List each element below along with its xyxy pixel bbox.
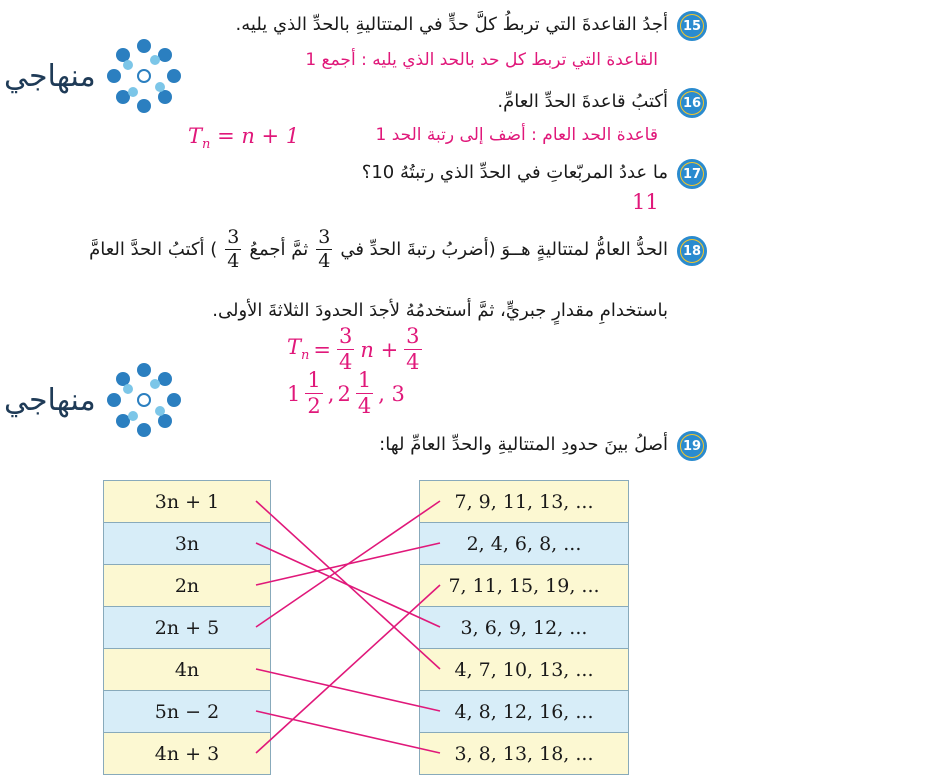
question-number: 16 — [681, 92, 703, 114]
fraction-numerator: 3 — [227, 226, 240, 248]
sequence-cell[interactable]: 4, 7, 10, 13, ... — [419, 648, 629, 691]
fraction-numerator: 1 — [307, 368, 321, 392]
fraction-denominator: 4 — [406, 350, 420, 374]
question-number: 17 — [681, 163, 703, 185]
fraction — [305, 370, 322, 417]
fraction — [225, 228, 241, 271]
sequence-cell[interactable]: 4, 8, 12, 16, ... — [419, 690, 629, 733]
brand-name: منهاجي — [4, 58, 96, 94]
question-number-badge — [677, 431, 707, 461]
fraction-numerator: 3 — [406, 324, 420, 348]
question-16-text: أكتبُ قاعدةَ الحدِّ العامِّ. — [497, 91, 668, 112]
matching-line[interactable] — [256, 585, 440, 753]
question-17-answer: 11 — [632, 190, 659, 214]
fraction — [356, 370, 373, 417]
term-rest: , 3 — [378, 381, 405, 406]
formula-equals: = — [313, 337, 331, 362]
fraction-numerator: 3 — [318, 226, 331, 248]
question-19-text: أصلُ بينَ حدودِ المتتاليةِ والحدِّ العامِّ لها: — [379, 434, 668, 455]
question-number: 15 — [681, 15, 703, 37]
sequence-cell[interactable]: 7, 11, 15, 19, ... — [419, 564, 629, 607]
brand-name: منهاجي — [4, 382, 96, 418]
fraction-denominator: 2 — [307, 394, 321, 418]
flower-logo-icon — [104, 360, 184, 440]
question-18-line1 — [89, 228, 668, 271]
general-term-cell[interactable]: 2n — [103, 564, 271, 607]
brand-logo-top — [4, 36, 184, 116]
question-18-line2: باستخدامِ مقدارٍ جبريٍّ، ثمَّ أستخدمُهُ لأجدَ الحدودَ الثلاثةَ الأولى. — [212, 300, 668, 321]
formula-rhs: = n + 1 — [217, 124, 300, 148]
question-number-badge — [677, 88, 707, 118]
matching-line[interactable] — [256, 669, 440, 711]
formula-subscript: n — [301, 348, 310, 364]
question-16-answer: قاعدة الحد العام : أضف إلى رتبة الحد 1 — [375, 125, 658, 145]
term-whole: 2 — [337, 381, 351, 406]
sequence-cell[interactable]: 3, 8, 13, 18, ... — [419, 732, 629, 775]
matching-line[interactable] — [256, 543, 440, 627]
sequence-cell[interactable]: 3, 6, 9, 12, ... — [419, 606, 629, 649]
question-16-formula — [188, 124, 299, 152]
matching-line[interactable] — [256, 543, 440, 585]
formula-subscript: n — [202, 137, 211, 153]
question-number-badge — [677, 236, 707, 266]
fraction-denominator: 4 — [227, 250, 240, 272]
fraction-numerator: 3 — [339, 324, 353, 348]
fraction-numerator: 1 — [357, 368, 372, 392]
question-18-formula — [287, 326, 424, 373]
matching-line[interactable] — [256, 501, 440, 669]
question-18-text-a: الحدُّ العامُّ لمتتاليةٍ هــوَ (أضربُ رتبةَ الحدِّ في — [340, 239, 668, 260]
brand-logo-middle — [4, 360, 184, 440]
fraction — [337, 326, 354, 373]
fraction-denominator: 4 — [339, 350, 353, 374]
flower-logo-icon — [104, 36, 184, 116]
fraction — [404, 326, 421, 373]
term-separator: , — [327, 381, 335, 406]
formula-term: T — [188, 124, 203, 148]
general-term-cell[interactable]: 4n + 3 — [103, 732, 271, 775]
general-term-cell[interactable]: 5n − 2 — [103, 690, 271, 733]
general-term-cell[interactable]: 3n — [103, 522, 271, 565]
general-term-cell[interactable]: 4n — [103, 648, 271, 691]
question-number: 18 — [681, 240, 703, 262]
sequence-cell[interactable]: 2, 4, 6, 8, ... — [419, 522, 629, 565]
fraction-denominator: 4 — [318, 250, 331, 272]
question-number-badge — [677, 159, 707, 189]
question-18-terms — [287, 370, 405, 417]
question-15-answer: القاعدة التي تربط كل حد بالحد الذي يليه : أجمع 1 — [305, 50, 658, 70]
formula-variable: n + — [360, 337, 399, 362]
matching-line[interactable] — [256, 711, 440, 753]
matching-line[interactable] — [256, 501, 440, 627]
question-18-text-b: ثمَّ أجمعُ — [249, 239, 309, 260]
question-18-text-c: ) أكتبُ الحدَّ العامَّ — [89, 239, 218, 260]
term-whole: 1 — [287, 381, 301, 406]
fraction — [316, 228, 332, 271]
formula-term: T — [287, 335, 302, 360]
question-17-text: ما عددُ المربّعاتِ في الحدِّ الذي رتبتُهُ 10؟ — [361, 162, 668, 183]
question-15-text: أجدُ القاعدةَ التي تربطُ كلَّ حدٍّ في المتتاليةِ بالحدِّ الذي يليه. — [235, 14, 668, 35]
sequence-cell[interactable]: 7, 9, 11, 13, ... — [419, 480, 629, 523]
question-number: 19 — [681, 435, 703, 457]
fraction-denominator: 4 — [357, 394, 372, 418]
general-term-cell[interactable]: 2n + 5 — [103, 606, 271, 649]
question-number-badge — [677, 11, 707, 41]
general-term-cell[interactable]: 3n + 1 — [103, 480, 271, 523]
